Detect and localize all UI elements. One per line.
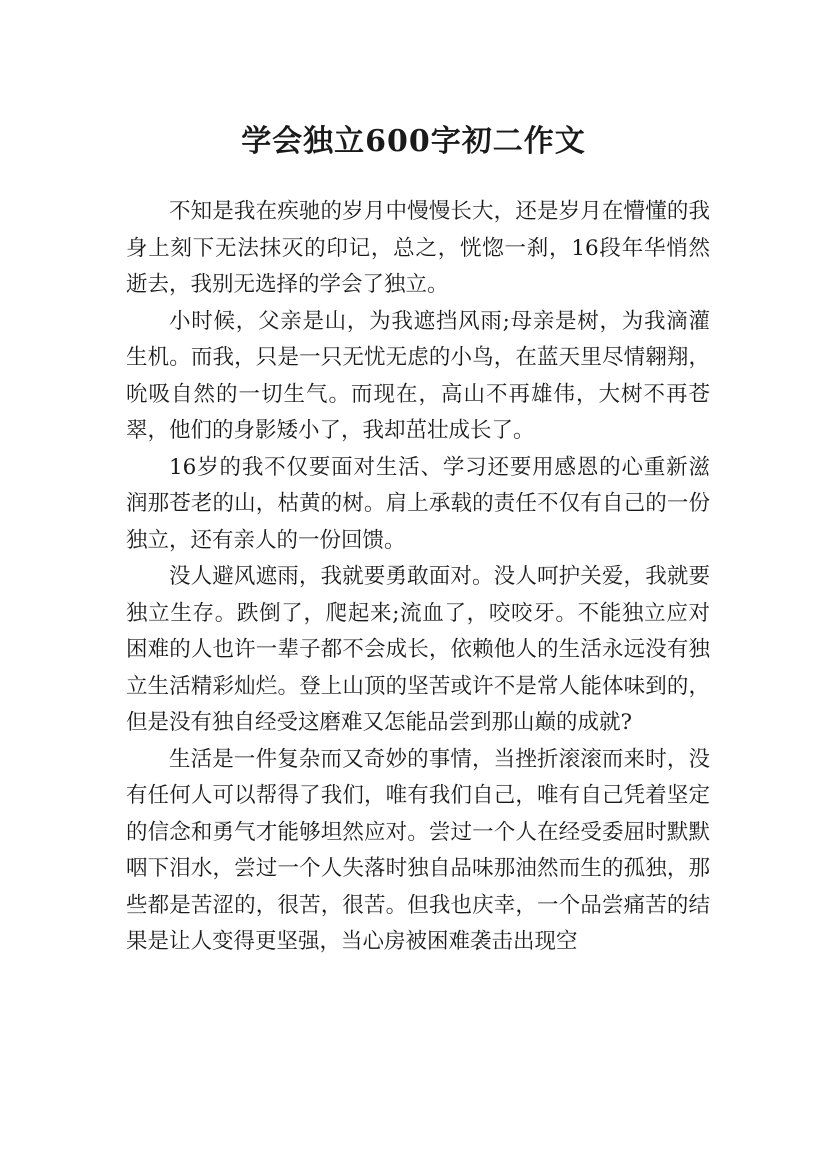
paragraph-3: 16岁的我不仅要面对生活、学习还要用感恩的心重新滋润那苍老的山，枯黄的树。肩上承载的责任不仅有自己的一份独立，还有亲人的一份回馈。 [126, 454, 710, 553]
document-title: 学会独立600字初二作文 [241, 124, 586, 160]
paragraph-4: 没人避风遮雨，我就要勇敢面对。没人呵护关爱，我就要独立生存。跌倒了，爬起来;流血了，咬咬牙。不能独立应对困难的人也许一辈子都不会成长，依赖他人的生活永远没有独立生活精彩灿烂。登上山顶的坚苦或许不是常人能体味到的，但是没有独自经受这磨难又怎能品尝到那山巅的成就? [126, 564, 710, 735]
paragraph-5: 生活是一件复杂而又奇妙的事情，当挫折滚滚而来时，没有任何人可以帮得了我们，唯有我们自己，唯有自己凭着坚定的信念和勇气才能够坦然应对。尝过一个人在经受委屈时默默咽下泪水，尝过一个人失落时独自品味那油然而生的孤独，那些都是苦涩的，很苦，很苦。但我也庆幸，一个品尝痛苦的结果是让人变得更坚强，当心房被困难袭击出现空 [126, 746, 710, 954]
document-body [126, 194, 710, 961]
paragraph-2: 小时候，父亲是山，为我遮挡风雨;母亲是树，为我滴灌生机。而我，只是一只无忧无虑的小鸟，在蓝天里尽情翱翔，吮吸自然的一切生气。而现在，高山不再雄伟，大树不再苍翠，他们的身影矮小了，我却茁壮成长了。 [126, 308, 710, 443]
paragraph-1: 不知是我在疾驰的岁月中慢慢长大，还是岁月在懵懂的我身上刻下无法抹灭的印记，总之，恍惚一刹，16段年华悄然逝去，我别无选择的学会了独立。 [126, 199, 710, 297]
